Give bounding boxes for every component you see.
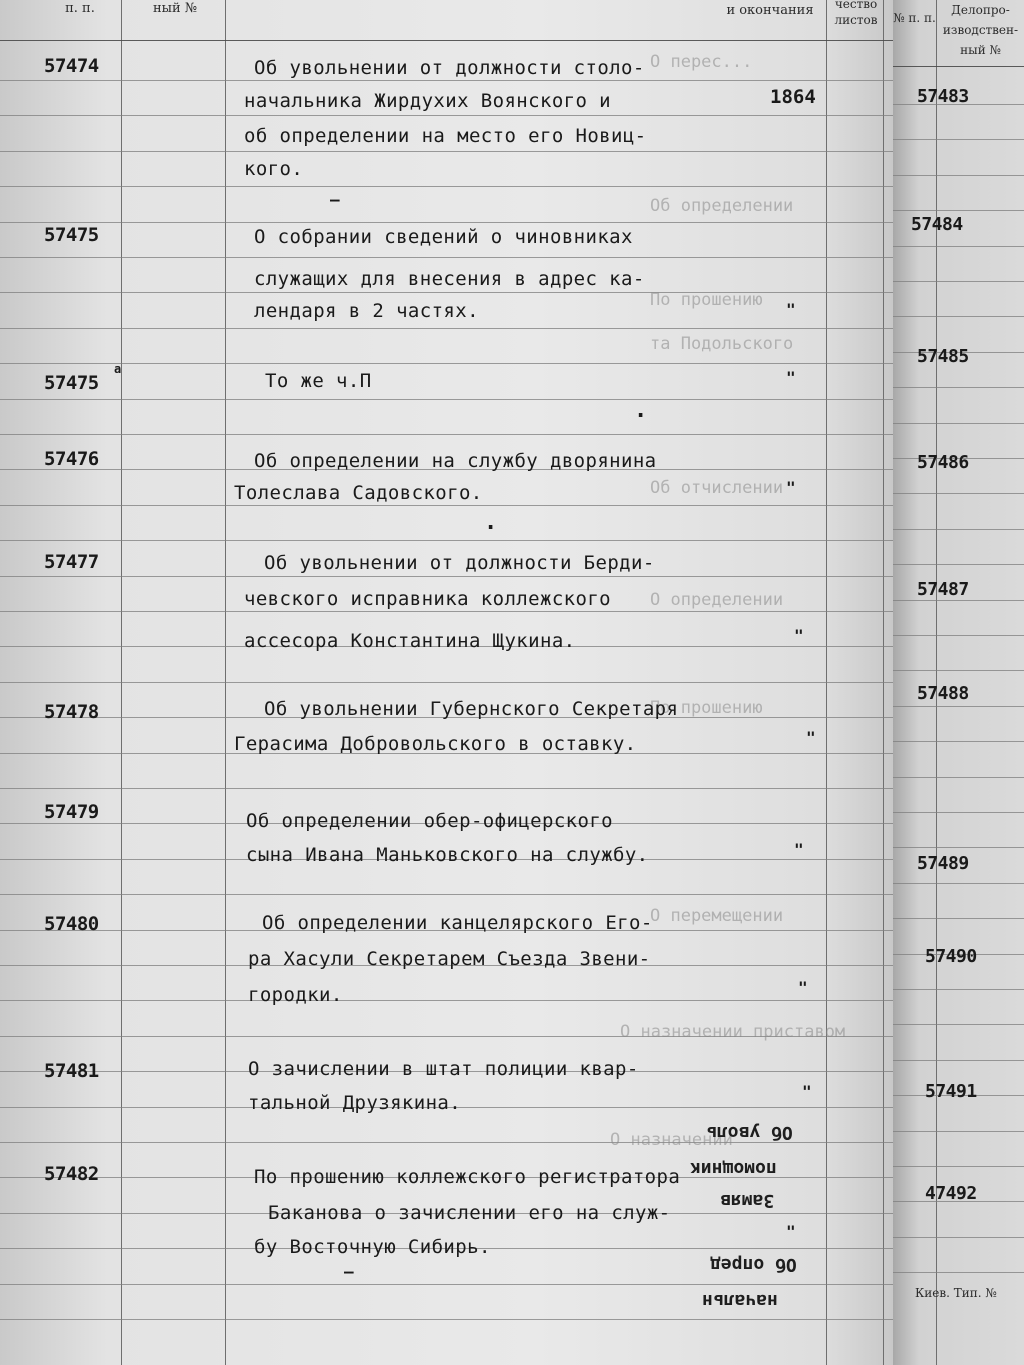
entry-text-line: То же ч.П (265, 370, 372, 392)
right-entry-number: 57486 (917, 452, 969, 473)
row-rule (0, 257, 893, 258)
row-rule (893, 1024, 1024, 1025)
row-rule (0, 115, 893, 116)
mirrored-offset-text: помощник (690, 1158, 777, 1179)
row-rule (893, 493, 1024, 494)
mirrored-offset-text: Замяв (720, 1190, 775, 1211)
ditto-mark: " (794, 840, 804, 859)
entry-text-line: Об увольнении от должности столо- (254, 57, 645, 79)
row-rule (0, 186, 893, 187)
right-entry-number: 57484 (911, 214, 963, 235)
bleed-through-text: О назначении приставом (620, 1022, 846, 1042)
row-rule (893, 529, 1024, 530)
header-col-dates: и окончания (726, 3, 814, 18)
bleed-through-text: О назначении (610, 1130, 733, 1150)
row-rule (0, 434, 893, 435)
right-entry-number: 57490 (925, 946, 977, 967)
mirrored-offset-text: Об уволь (706, 1122, 793, 1143)
header-col-sheets: чество листов (834, 0, 878, 27)
entry-text-line: Об определении на службу дворянина (254, 450, 657, 472)
row-rule (0, 1000, 893, 1001)
entry-number: 57476 (44, 448, 99, 470)
row-rule (893, 387, 1024, 388)
entry-text-line: По прошению коллежского регистратора (254, 1166, 681, 1188)
mirrored-offset-text: начальн (702, 1290, 778, 1311)
right-entry-number: 57485 (917, 346, 969, 367)
row-rule (893, 1272, 1024, 1273)
entry-text-line: Толеслава Садовского. (234, 482, 483, 504)
entry-number: 57478 (44, 701, 99, 723)
row-rule (893, 316, 1024, 317)
entry-text-line: сына Ивана Маньковского на службу. (246, 844, 649, 866)
row-rule (893, 210, 1024, 211)
mirrored-offset-text: Об опред (710, 1254, 797, 1275)
entry-number: 57481 (44, 1060, 99, 1082)
row-rule (893, 1166, 1024, 1167)
row-rule (893, 139, 1024, 140)
row-rule (0, 611, 893, 612)
stray-mark: – (330, 190, 340, 209)
row-rule (893, 670, 1024, 671)
row-rule (0, 80, 893, 81)
entry-number: 57480 (44, 913, 99, 935)
header-col-filenum: Делопро- изводствен- ный № (942, 3, 1019, 57)
ditto-mark: " (786, 368, 796, 387)
entry-text-line: начальника Жирдухих Воянского и (244, 90, 612, 112)
ditto-mark: " (794, 626, 804, 645)
entry-text-line: О собрании сведений о чиновниках (254, 226, 633, 248)
row-rule (893, 989, 1024, 990)
ditto-mark: " (802, 1082, 812, 1101)
ditto-mark: " (798, 978, 808, 997)
entry-text-line: Герасима Добровольского в оставку. (234, 733, 637, 755)
ditto-mark: " (806, 728, 816, 747)
entry-text-line: Об определении обер-офицерского (246, 810, 614, 832)
right-entry-number: 57488 (917, 683, 969, 704)
row-rule (0, 682, 893, 683)
row-rule (0, 328, 893, 329)
right-entry-number: 57487 (917, 579, 969, 600)
bleed-through-text: О определении (650, 590, 784, 610)
entry-text-line: чевского исправника коллежского (244, 588, 612, 610)
row-rule (0, 399, 893, 400)
ditto-mark: " (786, 1222, 796, 1241)
bleed-through-text: та Подольского (650, 334, 794, 354)
right-entry-number: 47492 (925, 1183, 977, 1204)
entry-text-line: ра Хасули Секретарем Съезда Звени- (248, 948, 651, 970)
entry-text-line: лендаря в 2 частях. (254, 300, 479, 322)
row-rule (893, 1237, 1024, 1238)
row-rule (893, 741, 1024, 742)
row-rule (893, 847, 1024, 848)
entry-text-line: Об увольнении Губернского Секретаря (264, 698, 679, 720)
entry-number: 57482 (44, 1163, 99, 1185)
right-entry-number: 57483 (917, 86, 969, 107)
row-rule (893, 175, 1024, 176)
row-rule (0, 222, 893, 223)
stray-mark: – (344, 1262, 354, 1281)
printer-imprint: Киев. Тип. № (915, 1286, 997, 1300)
row-rule (893, 883, 1024, 884)
row-rule (0, 363, 893, 364)
header-rule (0, 40, 893, 41)
header-col-filenum: ный № (152, 1, 198, 16)
bleed-through-text: По прошению (650, 698, 763, 718)
row-rule (893, 706, 1024, 707)
bleed-through-text: О перес... (650, 52, 753, 72)
entry-text-line: городки. (248, 984, 343, 1006)
ditto-mark: " (786, 478, 796, 497)
row-rule (893, 1060, 1024, 1061)
entry-text-line: служащих для внесения в адрес ка- (254, 268, 645, 290)
row-rule (893, 777, 1024, 778)
entry-text-line: Об увольнении от должности Берди- (264, 552, 655, 574)
row-rule (0, 505, 893, 506)
entry-text-line: бу Восточную Сибирь. (254, 1236, 491, 1258)
bleed-through-text: По прошению (650, 290, 763, 310)
row-rule (893, 564, 1024, 565)
entry-text-line: ассесора Константина Щукина. (244, 630, 576, 652)
bleed-through-text: Об определении (650, 196, 794, 216)
row-rule (893, 918, 1024, 919)
entry-text-line: Об определении канцелярского Его- (262, 912, 653, 934)
entry-text-line: Баканова о зачислении его на служ- (268, 1202, 671, 1224)
row-rule (893, 635, 1024, 636)
entry-number-suffix: а (114, 362, 122, 376)
bleed-through-text: О перемещении (650, 906, 784, 926)
right-entry-number: 57489 (917, 853, 969, 874)
entry-text-line: тальной Друзякина. (248, 1092, 462, 1114)
entry-year: 1864 (770, 86, 816, 108)
entry-text-line: об определении на место его Новиц- (244, 125, 647, 147)
bleed-through-text: Об отчислении (650, 478, 784, 498)
row-rule (893, 246, 1024, 247)
row-rule (0, 151, 893, 152)
ditto-mark: " (786, 300, 796, 319)
row-rule (893, 1131, 1024, 1132)
row-rule (0, 788, 893, 789)
row-rule (893, 281, 1024, 282)
right-entry-number: 57491 (925, 1081, 977, 1102)
row-rule (0, 540, 893, 541)
row-rule (893, 812, 1024, 813)
entry-number: 57474 (44, 55, 99, 77)
entry-text-line: О зачислении в штат полиции квар- (248, 1058, 639, 1080)
row-rule (0, 1284, 893, 1285)
header-rule (893, 66, 1024, 67)
row-rule (893, 423, 1024, 424)
header-col-index: № п. п. (893, 11, 936, 25)
entry-number: 57475 (44, 372, 99, 394)
row-rule (893, 600, 1024, 601)
entry-number: 57479 (44, 801, 99, 823)
row-rule (0, 576, 893, 577)
stray-mark: . (634, 398, 648, 423)
entry-number: 57475 (44, 224, 99, 246)
ledger-right-page (893, 0, 1024, 1365)
row-rule (0, 894, 893, 895)
entry-number: 57477 (44, 551, 99, 573)
entry-text-line: кого. (244, 158, 304, 180)
header-col-number: п. п. (65, 1, 95, 16)
stray-mark: . (484, 510, 498, 535)
row-rule (0, 1319, 893, 1320)
